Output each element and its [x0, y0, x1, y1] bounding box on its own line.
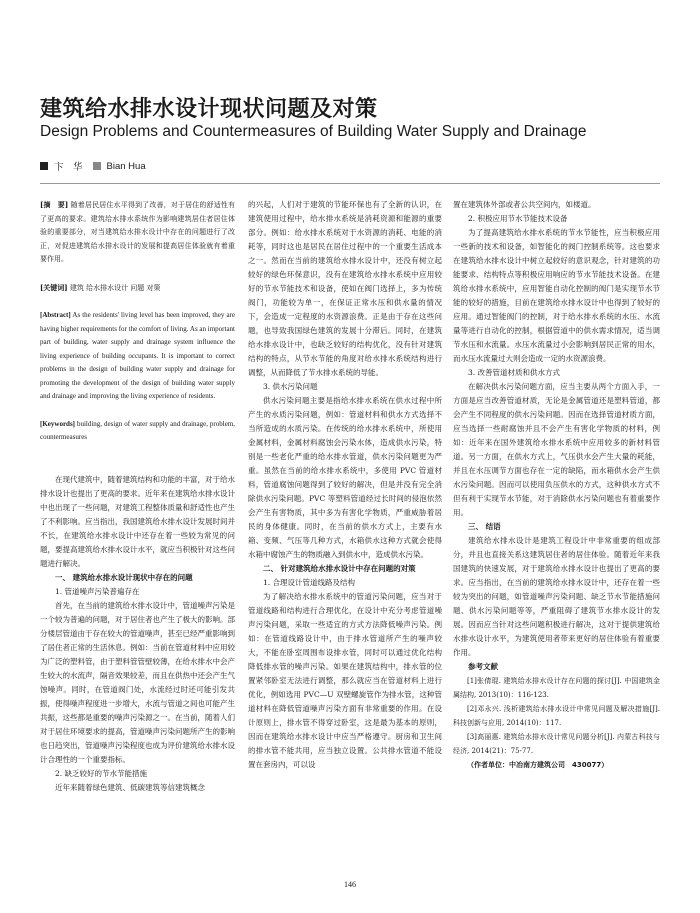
abstract-label: [摘 要] [40, 200, 69, 209]
keywords-en-text: building, design of water supply and drainage, problem, countermeasures [40, 419, 236, 441]
page-number: 146 [344, 880, 356, 889]
section-heading: 三、 结语 [468, 522, 501, 531]
square-bullet-icon [40, 162, 48, 170]
reference-item: [3]高丽惠. 建筑给水排水设计常见问题分析[J]. 内蒙古科技与经济, 2014(21)：75-77. [453, 733, 660, 755]
author-line [40, 159, 146, 173]
body-paragraph: 首先，在当前的建筑给水排水设计中，管道噪声污染是一个较为普遍的问题，对于居住者也产生了极大的影响。部分楼层管道由于存在较大的管道噪声，甚至已经严重影响到了居住者正常的生活休息。例如：当前在管道材料中应用较为广泛的塑料管，由于塑料管管壁较薄，在给水排水中会产生较大的水流声，隔音效果较差，而且在供热中还会产生气蚀噪声。同时，在管道阀门处，水流经过时还可能引发共振，使得噪声程度进一步增大，水流与管道之间也可能产生共振，这些都是重要的噪声污染源之一。在当前，随着人们对于居住环境要求的提高，管道噪声污染问题所产生的影响也日趋突出，管道噪声污染程度也成为评价建筑给水排水设计合理性的一个重要指标。 [40, 600, 235, 764]
title-english: Design Problems and Countermeasures of Building Water Supply and Drainage [40, 123, 587, 140]
subsection-heading: 3. 供水污染问题 [263, 382, 318, 391]
abstract-en-label: [Abstract] [40, 311, 71, 319]
reference-item: [2]邓永兴. 浅析建筑给水排水设计中常见问题及解决措施[J]. 科技创新与应用, 2014(10)：117. [453, 705, 660, 727]
author-name-english: Bian Hua [106, 160, 146, 172]
subsection-heading: 2. 缺乏较好的节水节能措施 [55, 768, 148, 778]
body-paragraph: 建筑给水排水设计是建筑工程设计中非常重要的组成部分，并且也直接关系这建筑居住者的居住体验。随着近年来我国建筑的快速发展，对于建筑给水排水设计也提出了更高的要求。应当指出，在当前的建筑给水排水设计中，还存在着一些较为突出的问题，如管道噪声污染问题、缺乏节水节能措施问题、供水污染问题等等，严重阻碍了建筑节水排水设计的发展。因而应当针对这些问题积极进行解决，这对于提供建筑给水排水设计水平，为建筑使用者带来更好的居住体验有着重要作用。 [453, 536, 660, 657]
header-divider [40, 183, 660, 184]
author-name-chinese: 卞 华 [54, 162, 83, 173]
body-paragraph: 近年来随着绿色建筑、低碳建筑等信建筑概念 [55, 782, 205, 792]
body-paragraph: 为了提高建筑给水排水系统的节水节能性，应当积极应用一些新的技术和设备，如智能化的阀门控制系统等。这也要求在建筑给水排水设计中树立起较好的意识观念，针对建筑的功能要求、结构特点等积极应用响应的节水节能技术设备。在建筑给水排水系统中，应用智能自动化控制的阀门是实现节水节能的较好的措施，目前在建筑给水排水设计中也得到了较好的应用。通过智能阀门的控制，对于给水排水系统的水压、水流量等进行自动化的控制，根据管道中的供水需求情况，适当调节水压和水流量。水压水流量过小会影响到居民正常的用水，而水压水流量过大则会造成一定的水资源浪费。 [453, 228, 660, 363]
references-heading: 参考文献 [468, 662, 498, 671]
subsection-heading: 1. 合理设计管道线路及结构 [263, 578, 356, 587]
abstract-chinese [40, 198, 235, 267]
reference-item: [1]张倩琨. 建筑给水排水设计存在问题的探讨[J]. 中国建筑金属结构, 2013(10)：116-123. [453, 677, 660, 699]
body-paragraph: 为了解决给水排水系统中的管道污染问题，应当对于管道线路和结构进行合理优化，在设计中充分考虑管道噪声污染问题，采取一些适宜的方式方法降低噪声污染。例如：在管道线路设计中，由于排水管道所产生的噪声较大，不能在卧室周围布设排水管，同时可以通过优化结构降低排水管的噪声污染。如果在建筑结构中，排水管的位置紧邻卧室无法进行调整，那么就应当在管道材料上进行优化，例如选用 PVC—U 双壁螺旋管作为排水管，这种管道材料在降低管道噪声污染方面有非常重要的作用。在设计原则上，排水管不得穿过卧室，这是最为基本的原则，因而在建筑给水排水设计中应当严格遵守。厨房和卫生间的排水管不能共用，应当独立设置。公共排水管道不能设置在套房内，可以设 [248, 592, 442, 769]
title-chinese: 建筑给水排水设计现状问题及对策 [40, 97, 378, 122]
abstract-english [40, 309, 235, 404]
subsection-heading: 2. 积极应用节水节能技术设备 [468, 214, 568, 223]
column-right [453, 198, 660, 772]
keywords-label: [关键词] [40, 282, 68, 292]
keywords-chinese [40, 281, 235, 296]
body-paragraph: 的兴起，人们对于建筑的节能环保也有了全新的认识，在建筑使用过程中，给水排水系统是消耗资源和能源的重要部分。例如：给水排水系统对于水资源的消耗、电能的消耗等，同时这也是居民在居住过程中的一个重要生活成本之一。然而在当前的建筑给水排水设计中，还没有树立起较好的绿色环保意识，没有在建筑给水排水系统中应用较好的节水节能技术和设备，使如在阀门选择上，多为传统阀门，功能较为单一，在保证正常水压和供水量的情况下，会造成一定程度的水资源浪费。正是由于存在这些问题，也导致我国绿色建筑的发展十分滞后。同时，在建筑给水排水设计中，也缺乏较好的结构优化，没有针对建筑结构的特点，从节水节能的角度对给水排水系统结构进行调整，从而降低了节水排水系统的导能。 [248, 200, 442, 377]
subsection-heading: 3. 改善管道材质和供水方式 [468, 368, 561, 377]
body-paragraph: 供水污染问题主要是指给水排水系统在供水过程中所产生的水质污染问题，例如：管道材料和供水方式选择不当所造成的水质污染。在传统的给水排水系统中，所使用金属材料，金属材料腐蚀会污染水体，造成供水污染，特别是一些老化严重的给水排水管道，供水污染问题更为严重。虽然在当前的给水排水系统中，多使用 PVC 管道材料，管道腐蚀问题得到了较好的解决，但是并没有完全消除供水污染问题。PVC 等塑料管道经过长时间的侵泡依然会产生有害物质，其中多为有害化学物质，严重威胁着居民的身体健康。同时，在当前的供水方式上，主要有水箱、变频、气压等几种方式，水箱供水这种方式就会使得水箱中腐蚀产生的物质融入到供水中，造成供水污染。 [248, 396, 442, 559]
column-left [40, 198, 235, 795]
section-heading: 二、 针对建筑给水排水设计中存在问题的对策 [263, 564, 416, 573]
square-bullet-icon [93, 162, 101, 170]
author-affiliation: （作者单位：中冶南方建筑公司 430077） [467, 761, 609, 769]
body-paragraph: 置在建筑体外部或者公共空间内，如楼道。 [453, 200, 596, 209]
section-heading: 一、 建筑给水排水设计现状中存在的问题 [55, 572, 193, 582]
abstract-text: 随着居民居住水平得到了改善，对于居住的舒适性有了更高的要求。建筑给水排水系统作为影响建筑居住者居住体验的重要部分，对当建筑给水排水设计中存在的问题进行了改正，对促进建筑给水排水设计的发展和提高居住体验就有着重要作用。 [40, 201, 236, 263]
column-middle [248, 198, 442, 772]
intro-paragraph: 在现代建筑中，随着建筑结构和功能的丰富，对于给水排水设计也提出了更高的要求。近年来在建筑给水排水设计中也出现了一些问题，对建筑工程整体质量和舒适性也产生了不利影响。应当指出，我国建筑给水排水设计发展时间并不长，在建筑给水排水设计中还存在着一些较为常见的问题，要提高建筑给水排水设计水平，就应当积极针对这些问题进行解决。 [40, 474, 235, 568]
keywords-text: 建筑 给水排水设计 问题 对策 [69, 283, 161, 292]
subsection-heading: 1. 管道噪声污染普遍存在 [55, 586, 140, 596]
keywords-english [40, 418, 235, 445]
abstract-en-text: As the residents' living level has been improved, they are having higher requirements for the comfort of living. As an important part of building, water supply and drainage system influence the living experience of building occupants. It is important to correct problems in the design of building water supply and drainage for promoting the development of the design of building water supply and drainage and improving the living experience of residents. [40, 311, 235, 400]
body-paragraph: 在解决供水污染问题方面，应当主要从两个方面入手，一方面是应当改善管道材质，无论是金属管道还是塑料管道，都会产生不同程度的供水污染问题。因而在选择管道材质方面，应当选择一些耐腐蚀并且不会产生有害化学物质的材料，例如：近年来在国外建筑给水排水系统中应用较多的新材料管道。另一方面，在供水方式上，气压供水会产生大量的耗能，并且在水压调节方面也存在一定的缺陷，而水箱供水会产生供水污染问题。因而可以使用负压供水的方式，这种供水方式不但有利于实现节水节能，对于消除供水污染问题也有着重要作用。 [453, 382, 660, 517]
keywords-en-label: [Keywords] [40, 419, 75, 428]
